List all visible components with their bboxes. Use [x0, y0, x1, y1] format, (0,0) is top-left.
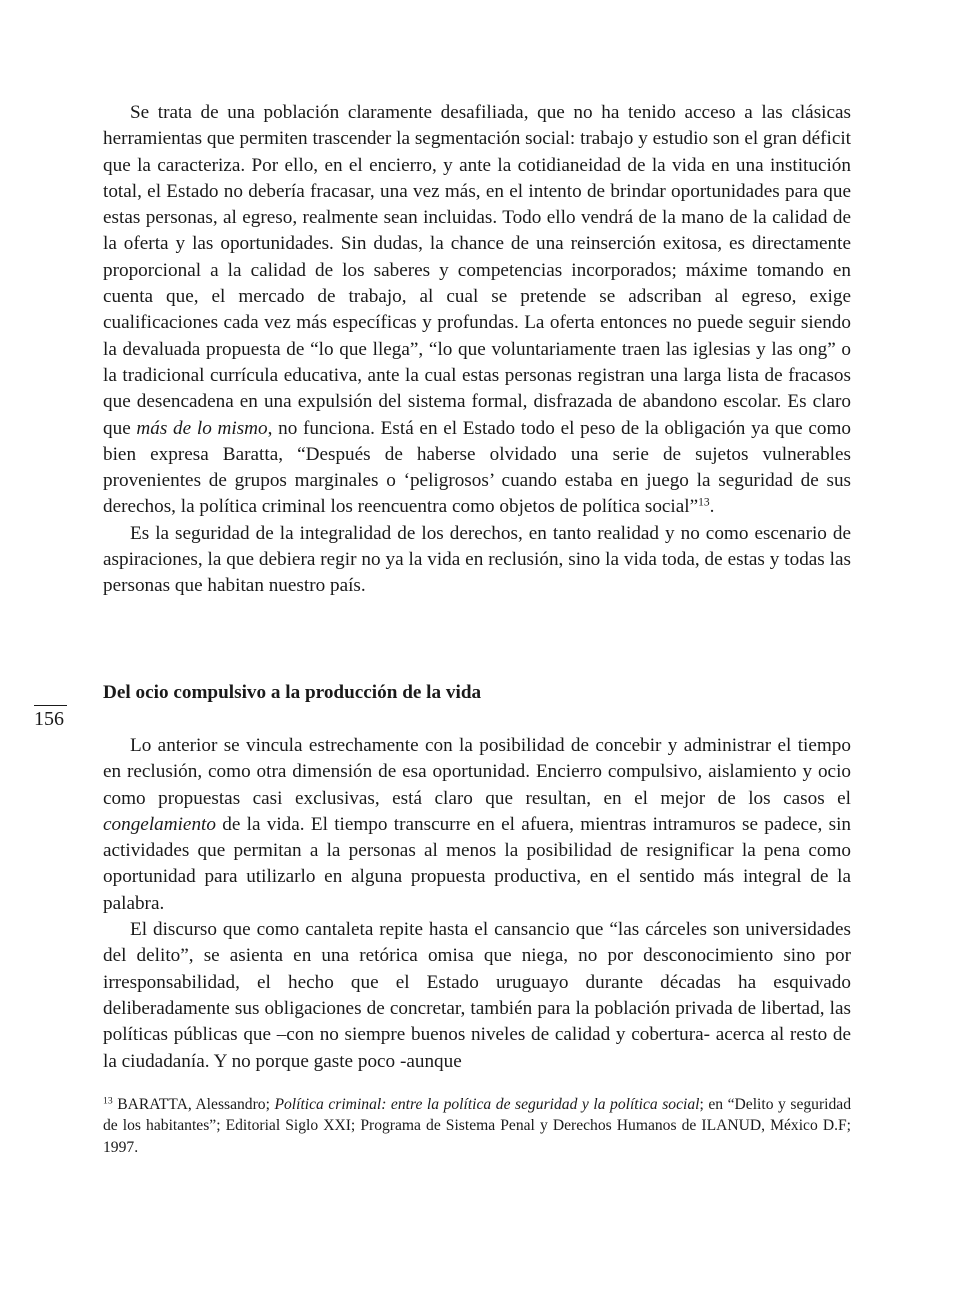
- page-number: 156: [34, 708, 64, 730]
- italic-phrase: más de lo mismo: [136, 417, 268, 439]
- paragraph: Lo anterior se vincula estrechamente con la posibilidad de concebir y administrar el tiempo en reclusión, como otra dimensión de esa oportunidad. Encierro compulsivo, aislamiento y ocio como propuestas casi exclusivas, está claro que resultan, en el mejor de los casos el congelamiento de la vida. El tiempo transcurre en el afuera, mientras intramuros se padece, sin actividades que permitan a la personas al menos la posibilidad de resignificar la pena como oportunidad para utilizarlo en alguna propuesta productiva, en el sentido más integral de la palabra.: [103, 735, 851, 914]
- italic-phrase: congelamiento: [103, 813, 216, 835]
- paragraph: El discurso que como cantaleta repite hasta el cansancio que “las cárceles son universidades del delito”, se asienta en una retórica omisa que niega, no por desconocimiento sino por irresponsabilidad, el hecho que el Estado uruguayo durante décadas ha esquivado deliberadamente sus obligaciones de concretar, también para la población privada de libertad, las políticas públicas que –con no siempre buenos niveles de calidad y cobertura- acerca al resto de la ciudadanía. Y no porque gaste poco -aunque: [103, 919, 851, 1072]
- paragraph: Es la seguridad de la integralidad de los derechos, en tanto realidad y no como escenario de aspiraciones, la que debiera regir no ya la vida en reclusión, sino la vida toda, de estas y todas las personas que habitan nuestro país.: [103, 522, 851, 597]
- footnote: $^{13}$ BARATTA, Alessandro; Política criminal: entre la política de seguridad y la política social; en “Delito y seguridad de los habitantes”; Editorial Siglo XXI; Programa de Sistema Penal y Derechos Humanos de ILANUD, México D.F; 1997.: [103, 1095, 851, 1156]
- footnote-number: 13: [103, 1095, 113, 1107]
- body-text-section-1: [103, 100, 851, 600]
- section-heading: Del ocio compulsivo a la producción de la vida: [103, 682, 482, 703]
- paragraph: Se trata de una población claramente desafiliada, que no ha tenido acceso a las clásicas herramientas que permiten trascender la segmentación social: trabajo y estudio son el gran déficit que la caracteriza. Por ello, en el encierro, y ante la cotidianeidad de la vida en una institución total, el Estado no debería fracasar, una vez más, en el intento de brindar oportunidades para que estas personas, al egreso, realmente sean incluidas. Todo ello vendrá de la mano de la calidad de la oferta y las oportunidades. Sin dudas, la chance de una reinserción exitosa, es directamente proporcional a la calidad de los saberes y competencias incorporados; máxime tomando en cuenta que, el mercado de trabajo, al cual se pretende se adscriban al egreso, exige cualificaciones cada vez más específicas y profundas. La oferta entonces no puede seguir siendo la devaluada propuesta de “lo que llega”, “lo que voluntariamente traen las iglesias y las ong” o la tradicional currícula educativa, ante la cual estas personas registran una larga lista de fracasos que desencadena en una expulsión del sistema formal, disfrazada de abandono escolar. Es claro que más de lo mismo, no funciona. Está en el Estado todo el peso de la obligación ya que como bien expresa Baratta, “Después de haberse olvidado una serie de sujetos vulnerables provenientes de grupos marginales o ‘peligrosos’ cuando estaba en juego la seguridad de sus derechos, la política criminal los reencuentra como objetos de política social”$^{13}$.: [103, 102, 851, 518]
- footnote-title: Política criminal: entre la política de seguridad y la política social: [274, 1096, 700, 1113]
- footnote-reference[interactable]: 13: [698, 497, 710, 510]
- body-text-section-2: [103, 733, 851, 1075]
